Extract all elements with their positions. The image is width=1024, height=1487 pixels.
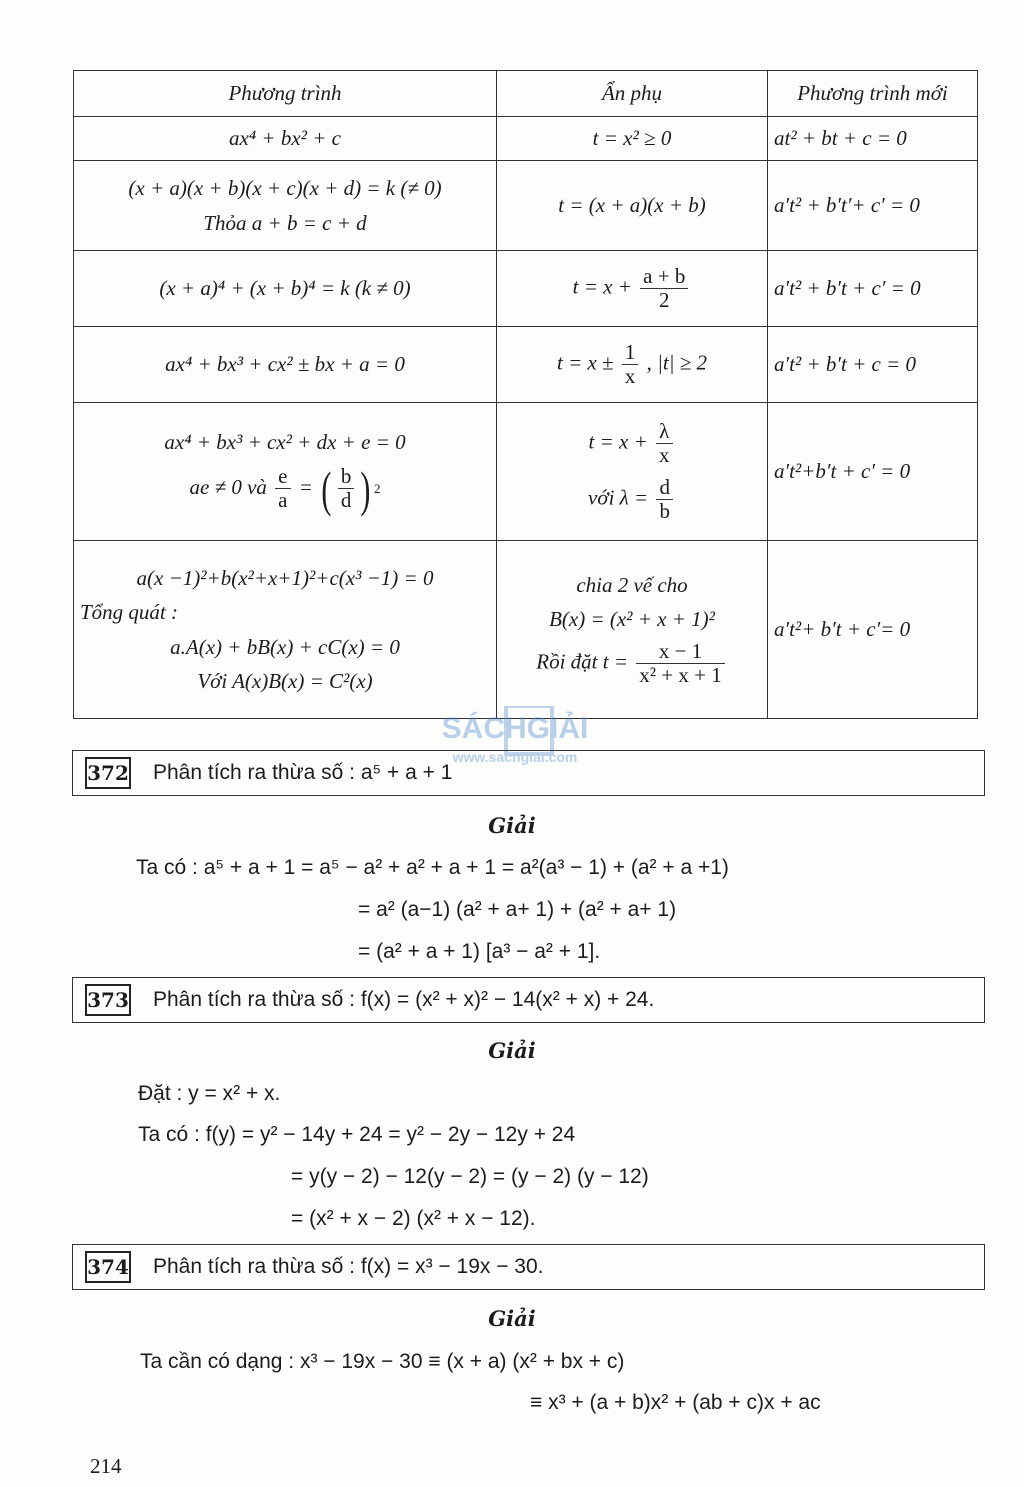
- problem-374-statement: [72, 1244, 985, 1290]
- solution-line: Ta có : a⁵ + a + 1 = a⁵ − a² + a² + a + 1 = a²(a³ − 1) + (a² + a +1): [136, 856, 729, 879]
- row3-new-equation: a′t² + b′t + c′ = 0: [768, 251, 978, 327]
- row5-sub-fraction: [656, 420, 673, 467]
- row1-equation: ax⁴ + bx² + c: [74, 117, 497, 161]
- table-row: [74, 117, 978, 161]
- problem-number: 372: [85, 757, 131, 789]
- right-paren: ): [360, 460, 371, 517]
- header-equation: Phương trình: [74, 71, 497, 117]
- fraction-numerator: b: [338, 465, 355, 489]
- solution-heading: Giải: [488, 1306, 536, 1331]
- table-row: [74, 403, 978, 541]
- row5-sub-line2: [503, 472, 761, 527]
- fraction-denominator: 2: [658, 288, 670, 312]
- row6-general-equation: a.A(x) + bB(x) + cC(x) = 0: [170, 634, 400, 659]
- row6-equation-line1: a(x −1)²+b(x²+x+1)²+c(x³ −1) = 0: [136, 566, 434, 590]
- table-header-row: [74, 71, 978, 117]
- problem-text: Phân tích ra thừa số : f(x) = x³ − 19x − 30.: [153, 1255, 544, 1278]
- fraction-numerator: a + b: [640, 265, 688, 289]
- fraction-denominator: b: [659, 498, 670, 523]
- row4-sub-fraction: [622, 341, 639, 388]
- problem-373-statement: [72, 977, 985, 1023]
- row2-new-equation: a′t² + b′t′+ c′ = 0: [768, 161, 978, 251]
- substitution-table: [73, 70, 978, 719]
- solution-heading: Giải: [488, 1038, 536, 1063]
- row5-substitution: [497, 403, 768, 541]
- row6-sub-line1: chia 2 vế cho: [576, 572, 688, 597]
- fraction-denominator: x: [624, 364, 636, 388]
- row5-cond-paren-fraction: ( $\frac{b}{d}$ ) 2: [321, 460, 381, 517]
- page-number: 214: [90, 1454, 122, 1478]
- row4-substitution: [497, 327, 768, 403]
- problem-number: 374: [85, 1251, 131, 1283]
- solution-heading: Giải: [488, 813, 536, 838]
- table-row: [74, 161, 978, 251]
- row2-substitution: t = (x + a)(x + b): [497, 161, 768, 251]
- row1-new-equation: at² + bt + c = 0: [768, 117, 978, 161]
- row4-new-equation: a′t² + b′t + c = 0: [768, 327, 978, 403]
- row6-sub-line2: B(x) = (x² + x + 1)²: [549, 606, 715, 631]
- fraction-denominator: x: [659, 443, 670, 468]
- problem-text: Phân tích ra thừa số : f(x) = (x² + x)² − 14(x² + x) + 24.: [153, 988, 655, 1011]
- row6-general-label: Tổng quát :: [80, 600, 179, 625]
- solution-line: = (a² + a + 1) [a³ − a² + 1].: [358, 940, 601, 963]
- fraction-denominator: d: [340, 488, 352, 513]
- row5-equation-line1: ax⁴ + bx³ + cx² + dx + e = 0: [164, 430, 406, 455]
- row5-cond-prefix: ae ≠ 0 và: [189, 474, 267, 499]
- row3-equation: (x + a)⁴ + (x + b)⁴ = k (k ≠ 0): [74, 251, 497, 327]
- problem-372-statement: [72, 750, 985, 796]
- solution-line: = y(y − 2) − 12(y − 2) = (y − 2) (y − 12): [291, 1165, 649, 1188]
- row5-sub-line1: [503, 416, 761, 471]
- watermark-url: www.sachgiai.com: [452, 749, 578, 765]
- row5-cond-inner-fraction: [338, 465, 355, 512]
- row2-equation: [74, 161, 497, 251]
- row4-sub-prefix: t = x ±: [556, 350, 614, 375]
- row6-condition: Với A(x)B(x) = C²(x): [197, 668, 373, 693]
- table-row: [74, 541, 978, 719]
- row1-substitution: t = x² ≥ 0: [497, 117, 768, 161]
- solution-line: Ta có : f(y) = y² − 14y + 24 = y² − 2y − 12y + 24: [138, 1123, 576, 1146]
- row3-substitution: [497, 251, 768, 327]
- row6-sub-fraction: [636, 640, 724, 687]
- header-substitution: Ẩn phụ: [497, 71, 768, 117]
- row5-lambda-prefix: với λ =: [588, 484, 649, 509]
- fraction-numerator: λ: [656, 420, 673, 444]
- row2-equation-condition: Thỏa a + b = c + d: [203, 210, 367, 235]
- row4-equation: ax⁴ + bx³ + cx² ± bx + a = 0: [74, 327, 497, 403]
- row5-lambda-fraction: [656, 476, 673, 523]
- row2-equation-line1: (x + a)(x + b)(x + c)(x + d) = k (≠ 0): [128, 176, 442, 201]
- row5-new-equation: a′t²+b′t + c′ = 0: [768, 403, 978, 541]
- problem-text: Phân tích ra thừa số : a⁵ + a + 1: [153, 761, 453, 784]
- row3-sub-prefix: t = x +: [572, 274, 632, 299]
- row5-equation-condition: [80, 460, 490, 518]
- row3-sub-fraction: [640, 265, 688, 312]
- fraction-denominator: a: [278, 488, 288, 513]
- problem-number: 373: [85, 984, 131, 1016]
- row6-substitution: [497, 541, 768, 719]
- row6-sub-prefix: Rồi đặt t =: [536, 649, 629, 674]
- header-new-equation: Phương trình mới: [768, 71, 978, 117]
- solution-line: Ta cần có dạng : x³ − 19x − 30 ≡ (x + a) (x² + bx + c): [140, 1350, 625, 1373]
- table-row: [74, 251, 978, 327]
- left-paren: (: [321, 460, 332, 517]
- row6-equation: [74, 541, 497, 719]
- fraction-numerator: d: [656, 476, 673, 500]
- solution-line: = a² (a−1) (a² + a+ 1) + (a² + a+ 1): [358, 898, 677, 921]
- watermark-brand: SÁCHGIẢI: [441, 712, 589, 745]
- table-row: [74, 327, 978, 403]
- solution-line: Đặt : y = x² + x.: [138, 1082, 281, 1105]
- solution-line: = (x² + x − 2) (x² + x − 12).: [291, 1207, 536, 1230]
- row5-sub-prefix: t = x +: [588, 429, 648, 454]
- solution-line: ≡ x³ + (a + b)x² + (ab + c)x + ac: [530, 1391, 821, 1414]
- fraction-numerator: 1: [622, 341, 639, 365]
- fraction-denominator: x² + x + 1: [639, 663, 722, 688]
- row4-sub-suffix: , |t| ≥ 2: [646, 350, 707, 375]
- row6-new-equation: a′t²+ b′t + c′= 0: [768, 541, 978, 719]
- row6-sub-line3: [503, 636, 761, 691]
- fraction-numerator: e: [275, 465, 290, 489]
- fraction-numerator: x − 1: [636, 640, 724, 664]
- row5-cond-equals: =: [298, 474, 313, 499]
- row5-cond-fraction: [275, 465, 290, 512]
- row5-equation: [74, 403, 497, 541]
